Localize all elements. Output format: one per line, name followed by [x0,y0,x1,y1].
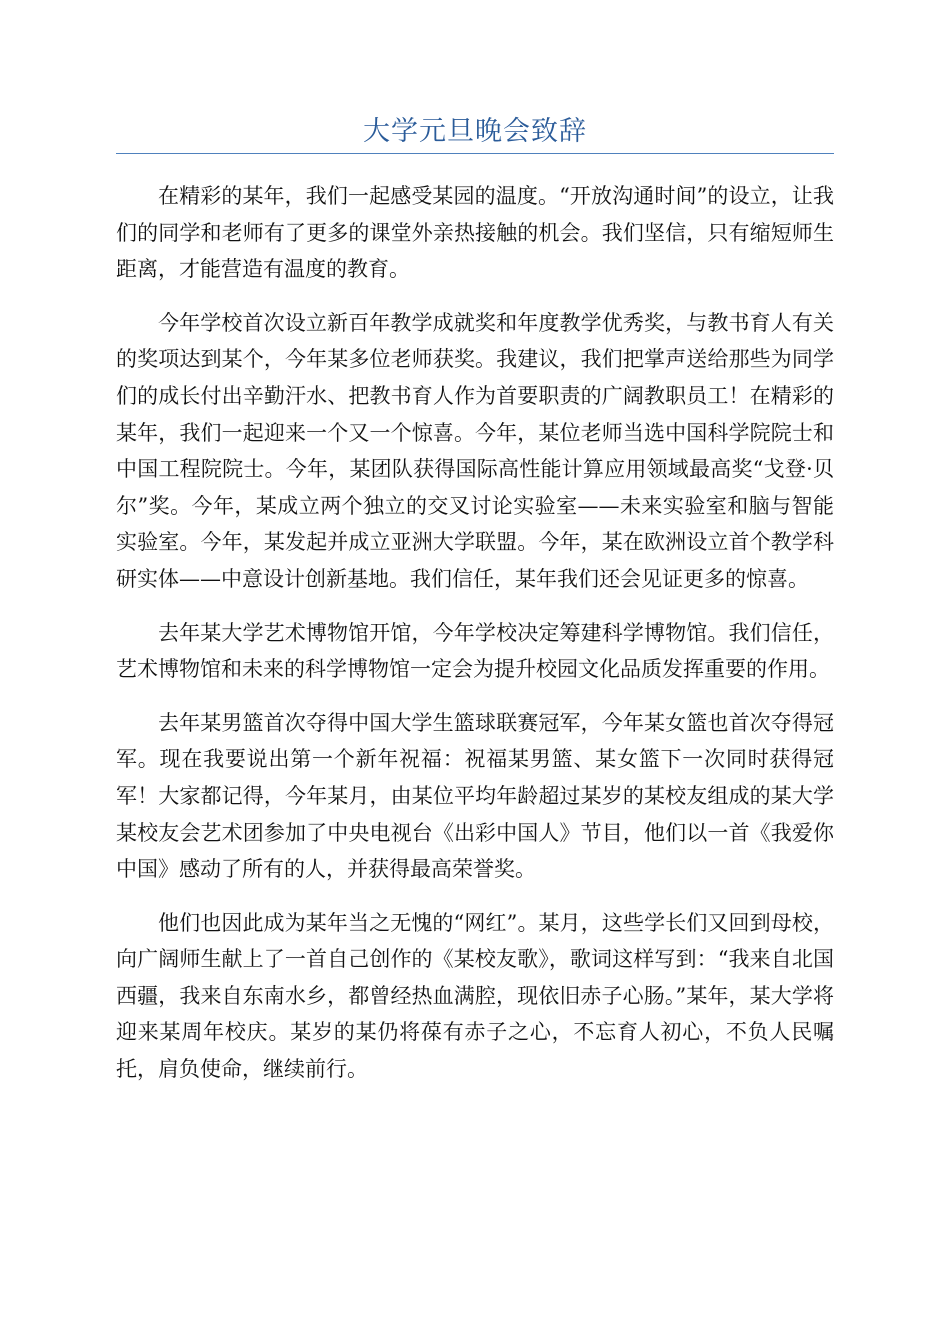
document-title: 大学元旦晚会致辞 [363,116,587,147]
paragraph-4: 去年某男篮首次夺得中国大学生篮球联赛冠军，今年某女篮也首次夺得冠军。现在我要说出第一个新年祝福：祝福某男篮、某女篮下一次同时获得冠军！大家都记得，今年某月，由某位平均年龄超过某岁的某校友组成的某大学某校友会艺术团参加了中央电视台《出彩中国人》节目，他们以一首《我爱你中国》感动了所有的人，并获得最高荣誉奖。 [116,710,834,882]
paragraph-1: 在精彩的某年，我们一起感受某园的温度。“开放沟通时间”的设立，让我们的同学和老师有了更多的课堂外亲热接触的机会。我们坚信，只有缩短师生距离，才能营造有温度的教育。 [116,184,834,282]
paragraph-5: 他们也因此成为某年当之无愧的“网红”。某月，这些学长们又回到母校，向广阔师生献上了一首自己创作的《某校友歌》，歌词这样写到：“我来自北国西疆，我来自东南水乡，都曾经热血满腔，现依旧赤子心肠。”某年，某大学将迎来某周年校庆。某岁的某仍将葆有赤子之心，不忘育人初心，不负人民嘱托，肩负使命，继续前行。 [116,910,834,1082]
title-underline [116,153,834,154]
document-body [116,178,834,1105]
paragraph-2: 今年学校首次设立新百年教学成就奖和年度教学优秀奖，与教书育人有关的奖项达到某个，今年某多位老师获奖。我建议，我们把掌声送给那些为同学们的成长付出辛勤汗水、把教书育人作为首要职责的广阔教职员工！在精彩的某年，我们一起迎来一个又一个惊喜。今年，某位老师当选中国科学院院士和中国工程院院士。今年，某团队获得国际高性能计算应用领域最高奖“戈登·贝尔”奖。今年，某成立两个独立的交叉讨论实验室——未来实验室和脑与智能实验室。今年，某发起并成立亚洲大学联盟。今年，某在欧洲设立首个教学科研实体——中意设计创新基地。我们信任，某年我们还会见证更多的惊喜。 [116,310,834,591]
paragraph-3: 去年某大学艺术博物馆开馆，今年学校决定筹建科学博物馆。我们信任，艺术博物馆和未来的科学博物馆一定会为提升校园文化品质发挥重要的作用。 [116,620,834,682]
